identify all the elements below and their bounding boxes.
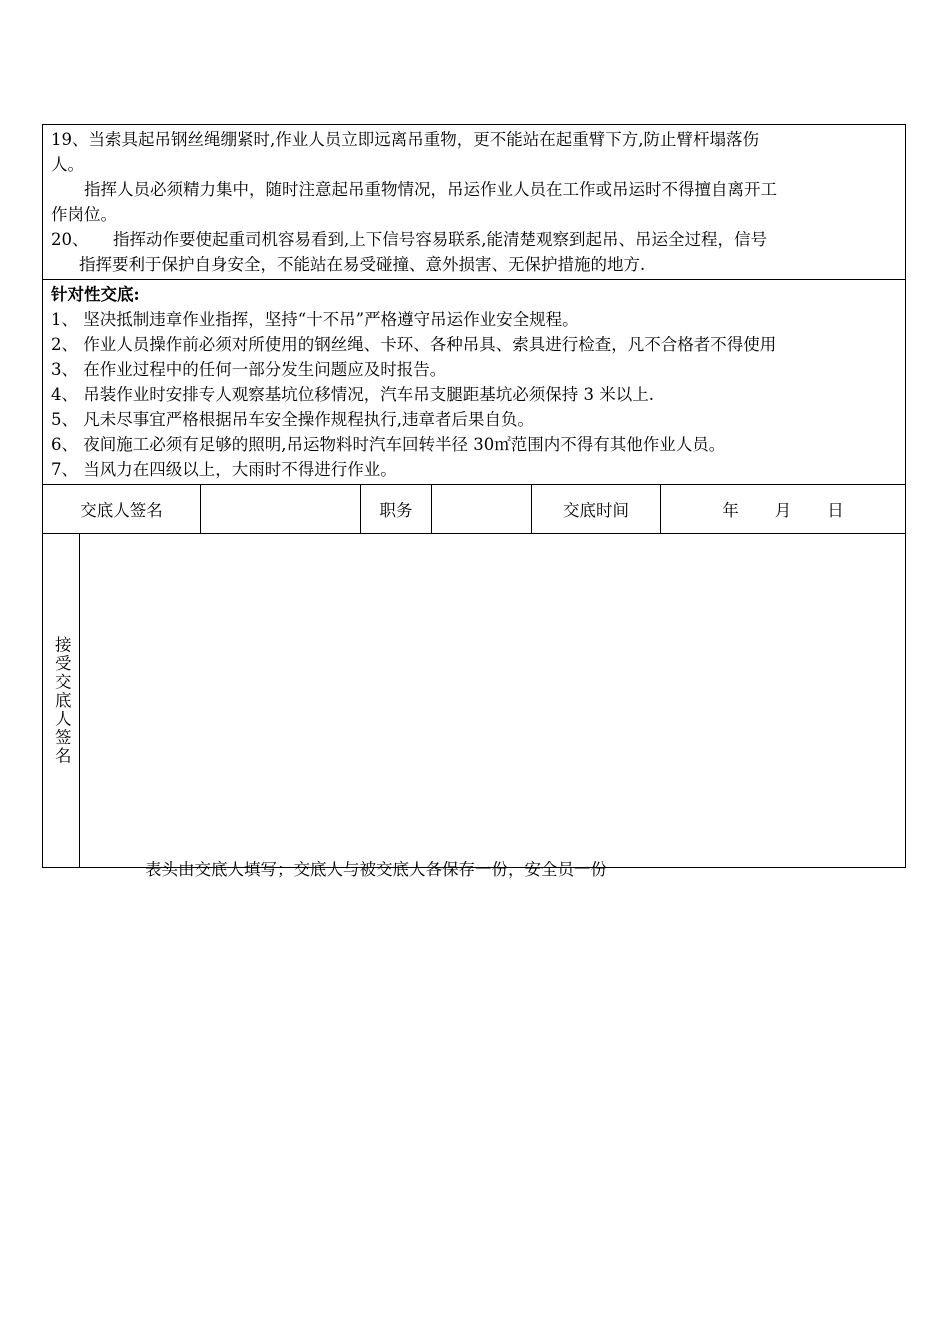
position-field[interactable] [432, 485, 532, 533]
receiver-signature-area[interactable] [80, 534, 905, 867]
receiver-signature-section [43, 534, 905, 867]
rule-19-line-2: 人。 [51, 155, 84, 174]
targeted-item-3: 3、 在作业过程中的任何一部分发生问题应及时报告。 [51, 360, 447, 379]
disclosure-form [42, 124, 906, 868]
signature-row [43, 485, 905, 534]
targeted-item-7: 7、 当风力在四级以上，大雨时不得进行作业。 [51, 460, 397, 479]
targeted-item-4: 4、 吊装作业时安排专人观察基坑位移情况，汽车吊支腿距基坑必须保持 3 米以上. [51, 385, 654, 404]
command-paragraph-line-2: 作岗位。 [51, 205, 117, 224]
targeted-disclosure-block [43, 280, 905, 485]
rule-20-number: 20、 [51, 230, 89, 249]
disclosure-date-field[interactable] [661, 485, 905, 533]
disclosure-time-label: 交底时间 [532, 485, 661, 533]
rule-19-line-1: 19、当索具起吊钢丝绳绷紧时,作业人员立即远离吊重物，更不能站在起重臂下方,防止臂杆塌落伤 [51, 130, 759, 149]
command-paragraph-line-1: 指挥人员必须精力集中，随时注意起吊重物情况，吊运作业人员在工作或吊运时不得擅自离开工 [84, 180, 777, 199]
discloser-signature-field[interactable] [201, 485, 361, 533]
form-footnote: 表头由交底人填写；交底人与被交底人各保存一份，安全员一份 [145, 860, 607, 879]
targeted-item-5: 5、 凡未尽事宜严格根据吊车安全操作规程执行,违章者后果自负。 [51, 410, 534, 429]
receiver-signature-label: 接受交底人签名 [52, 635, 72, 766]
targeted-item-1: 1、 坚决抵制违章作业指挥，坚持“十不吊”严格遵守吊运作业安全规程。 [51, 310, 579, 329]
targeted-heading: 针对性交底: [51, 285, 140, 304]
position-label: 职务 [361, 485, 432, 533]
targeted-item-6: 6、 夜间施工必须有足够的照明,吊运物料时汽车回转半径 30㎡范围内不得有其他作业人员。 [51, 435, 726, 454]
rule-20-line-1 [51, 227, 897, 252]
day-label: 日 [827, 501, 844, 520]
rule-20-line-2: 指挥要利于保护自身安全，不能站在易受碰撞、意外损害、无保护措施的地方. [79, 255, 646, 274]
year-label: 年 [722, 501, 739, 520]
targeted-item-2: 2、 作业人员操作前必须对所使用的钢丝绳、卡环、各种吊具、索具进行检查，凡不合格者不得使用 [51, 335, 777, 354]
receiver-signature-label-cell [43, 534, 80, 867]
month-label: 月 [774, 501, 792, 520]
safety-rules-block [43, 125, 905, 280]
rule-20-text: 指挥动作要使起重司机容易看到,上下信号容易联系,能清楚观察到起吊、吊运全过程，信号 [113, 230, 767, 249]
discloser-signature-label: 交底人签名 [43, 485, 201, 533]
